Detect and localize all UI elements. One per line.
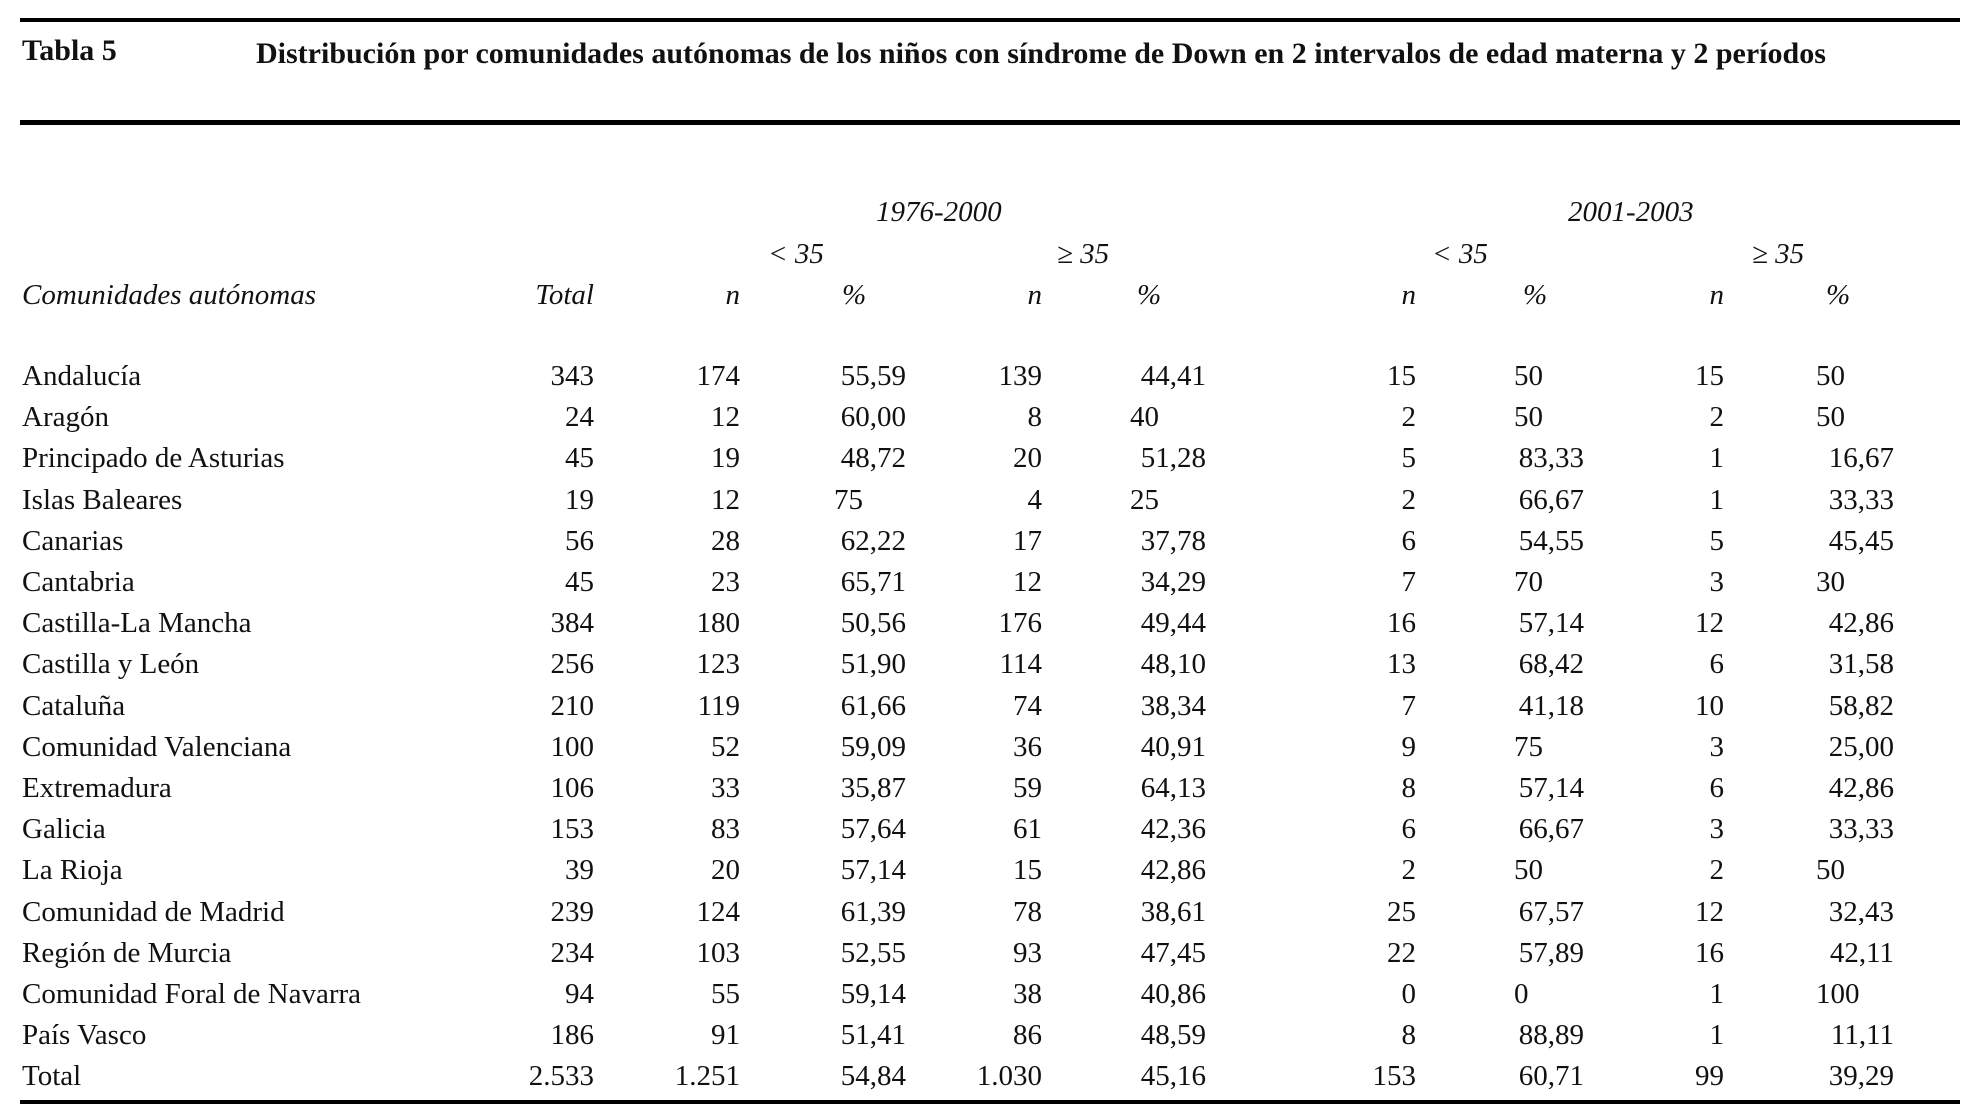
cell-p1-ge-pct: 40,86 <box>1140 978 1206 1010</box>
cell-p2-ge-n: 2 <box>1709 401 1724 433</box>
cell-total: 256 <box>550 648 594 680</box>
cell-p1-lt-pct: 35,87 <box>840 772 906 804</box>
cell-total: 45 <box>565 566 594 598</box>
cell-p1-lt-n: 180 <box>696 607 740 639</box>
cell-p1-lt-n: 83 <box>711 813 740 845</box>
cell-p1-ge-n: 59 <box>1013 772 1042 804</box>
cell-p1-lt-pct: 62,22 <box>840 525 906 557</box>
cell-p2-lt-n: 7 <box>1401 690 1416 722</box>
col-header-p2-ge-n: n <box>1709 279 1724 311</box>
cell-total: 186 <box>550 1019 594 1051</box>
cell-p1-ge-n: 15 <box>1013 854 1042 886</box>
cell-p1-ge-n: 78 <box>1013 896 1042 928</box>
cell-p2-lt-n: 8 <box>1401 772 1416 804</box>
cell-total: 343 <box>550 360 594 392</box>
cell-p2-ge-pct: 16,67 <box>1828 442 1894 474</box>
cell-region: Canarias <box>22 525 124 557</box>
cell-p1-lt-pct: 61,66 <box>840 690 906 722</box>
cell-p1-ge-pct: 45,16 <box>1140 1060 1206 1092</box>
cell-p1-lt-pct: 59,14 <box>840 978 906 1010</box>
cell-p1-ge-n: 139 <box>998 360 1042 392</box>
cell-p1-lt-n: 1.251 <box>674 1060 740 1092</box>
cell-p1-lt-n: 91 <box>711 1019 740 1051</box>
cell-p2-ge-pct: 39,29 <box>1828 1060 1894 1092</box>
cell-p2-lt-n: 0 <box>1401 978 1416 1010</box>
cell-p2-ge-n: 1 <box>1709 442 1724 474</box>
cell-p1-ge-pct: 38,61 <box>1140 896 1206 928</box>
age-lt35-header-p1: < 35 <box>768 238 824 270</box>
cell-p2-ge-n: 15 <box>1695 360 1724 392</box>
top-rule <box>20 18 1960 22</box>
cell-p2-lt-n: 153 <box>1372 1060 1416 1092</box>
cell-p2-ge-n: 12 <box>1695 607 1724 639</box>
cell-region: País Vasco <box>22 1019 147 1051</box>
cell-p2-lt-n: 9 <box>1401 731 1416 763</box>
cell-p1-ge-pct: 38,34 <box>1140 690 1206 722</box>
table-title: Distribución por comunidades autónomas de los niños con síndrome de Down en 2 intervalos de edad materna y 2 períodos <box>256 37 1826 70</box>
cell-total: 384 <box>550 607 594 639</box>
cell-total: 153 <box>550 813 594 845</box>
cell-p2-ge-pct: 42,86 <box>1828 607 1894 639</box>
cell-p1-lt-n: 33 <box>711 772 740 804</box>
cell-p2-ge-pct: 32,43 <box>1828 896 1894 928</box>
cell-p2-lt-n: 6 <box>1401 525 1416 557</box>
cell-p2-lt-n: 22 <box>1387 937 1416 969</box>
cell-p1-lt-pct: 50,56 <box>840 607 906 639</box>
cell-region: Comunidad Valenciana <box>22 731 292 763</box>
cell-p2-lt-pct: 60,71 <box>1518 1060 1584 1092</box>
cell-p2-lt-pct: 57,14 <box>1518 607 1584 639</box>
cell-total: 19 <box>565 484 594 516</box>
cell-p2-ge-pct: 42,11 <box>1829 937 1894 969</box>
cell-region: Comunidad de Madrid <box>22 896 285 928</box>
cell-p1-ge-pct: 48,10 <box>1140 648 1206 680</box>
cell-total: 239 <box>550 896 594 928</box>
cell-p2-lt-pct: 50 <box>1514 360 1543 392</box>
cell-total: 106 <box>550 772 594 804</box>
cell-p1-lt-pct: 57,14 <box>840 854 906 886</box>
cell-p1-ge-pct: 47,45 <box>1140 937 1206 969</box>
cell-p2-ge-n: 6 <box>1709 772 1724 804</box>
cell-p2-ge-pct: 11,11 <box>1830 1019 1894 1051</box>
cell-p1-ge-n: 8 <box>1027 401 1042 433</box>
cell-p2-lt-n: 15 <box>1387 360 1416 392</box>
cell-p1-ge-n: 17 <box>1013 525 1042 557</box>
cell-p1-lt-n: 124 <box>696 896 740 928</box>
caption-rule <box>20 120 1960 125</box>
cell-p2-ge-pct: 100 <box>1816 978 1860 1010</box>
cell-p1-lt-pct: 75 <box>834 484 863 516</box>
cell-p2-ge-pct: 42,86 <box>1828 772 1894 804</box>
cell-p2-lt-pct: 50 <box>1514 854 1543 886</box>
cell-p1-ge-pct: 49,44 <box>1140 607 1206 639</box>
cell-p2-ge-n: 12 <box>1695 896 1724 928</box>
col-header-p1-lt-n: n <box>725 279 740 311</box>
cell-p2-lt-n: 2 <box>1401 401 1416 433</box>
cell-p1-ge-pct: 44,41 <box>1140 360 1206 392</box>
cell-p1-ge-n: 36 <box>1013 731 1042 763</box>
cell-p1-ge-n: 1.030 <box>976 1060 1042 1092</box>
cell-region: Extremadura <box>22 772 172 804</box>
cell-total: 100 <box>550 731 594 763</box>
cell-p1-ge-pct: 40 <box>1130 401 1159 433</box>
cell-p2-lt-n: 2 <box>1401 484 1416 516</box>
cell-p2-ge-n: 3 <box>1709 566 1724 598</box>
cell-p2-ge-n: 1 <box>1709 978 1724 1010</box>
col-header-p1-ge-pct: % <box>1137 279 1162 311</box>
col-header-p1-ge-n: n <box>1027 279 1042 311</box>
col-header-region: Comunidades autónomas <box>22 279 317 311</box>
cell-p2-ge-pct: 58,82 <box>1828 690 1894 722</box>
col-header-p1-lt-pct: % <box>842 279 867 311</box>
cell-p1-ge-pct: 64,13 <box>1140 772 1206 804</box>
cell-p1-ge-n: 61 <box>1013 813 1042 845</box>
cell-total: 234 <box>550 937 594 969</box>
cell-region: Región de Murcia <box>22 937 232 969</box>
cell-region: Galicia <box>22 813 106 845</box>
age-lt35-header-p2: < 35 <box>1432 238 1488 270</box>
cell-p1-ge-n: 74 <box>1013 690 1042 722</box>
bottom-rule <box>20 1100 1960 1104</box>
cell-p1-lt-n: 20 <box>711 854 740 886</box>
cell-p1-ge-n: 12 <box>1013 566 1042 598</box>
cell-p1-lt-pct: 60,00 <box>840 401 906 433</box>
period-header-1976-2000: 1976-2000 <box>876 196 1002 228</box>
cell-region: Comunidad Foral de Navarra <box>22 978 362 1010</box>
cell-p1-lt-pct: 54,84 <box>840 1060 906 1092</box>
cell-p2-lt-pct: 54,55 <box>1518 525 1584 557</box>
cell-p2-ge-pct: 33,33 <box>1828 813 1894 845</box>
cell-p2-lt-n: 25 <box>1387 896 1416 928</box>
cell-p1-lt-pct: 61,39 <box>840 896 906 928</box>
cell-p1-lt-pct: 55,59 <box>840 360 906 392</box>
cell-p1-lt-n: 174 <box>696 360 740 392</box>
cell-p1-lt-n: 55 <box>711 978 740 1010</box>
cell-p1-lt-pct: 48,72 <box>840 442 906 474</box>
cell-p1-ge-n: 4 <box>1027 484 1042 516</box>
table-label: Tabla 5 <box>22 34 117 67</box>
cell-p1-ge-pct: 51,28 <box>1140 442 1206 474</box>
cell-p2-ge-pct: 25,00 <box>1828 731 1894 763</box>
cell-total: 39 <box>565 854 594 886</box>
cell-total: 45 <box>565 442 594 474</box>
cell-region: Cataluña <box>22 690 126 722</box>
cell-p2-lt-n: 2 <box>1401 854 1416 886</box>
age-ge35-header-p2: ≥ 35 <box>1752 238 1805 270</box>
period-header-2001-2003: 2001-2003 <box>1568 196 1694 228</box>
cell-p1-lt-n: 12 <box>711 484 740 516</box>
cell-p2-lt-pct: 68,42 <box>1518 648 1584 680</box>
cell-total: 24 <box>565 401 594 433</box>
cell-region: Principado de Asturias <box>22 442 285 474</box>
cell-p1-lt-n: 123 <box>696 648 740 680</box>
cell-region: Cantabria <box>22 566 135 598</box>
cell-p2-lt-pct: 57,14 <box>1518 772 1584 804</box>
cell-p2-lt-pct: 70 <box>1514 566 1543 598</box>
cell-p1-ge-n: 176 <box>998 607 1042 639</box>
cell-p2-lt-n: 13 <box>1387 648 1416 680</box>
cell-p2-ge-pct: 31,58 <box>1828 648 1894 680</box>
cell-total: 210 <box>550 690 594 722</box>
cell-p1-ge-n: 20 <box>1013 442 1042 474</box>
cell-p1-ge-n: 86 <box>1013 1019 1042 1051</box>
cell-p2-ge-pct: 45,45 <box>1828 525 1894 557</box>
cell-p2-ge-n: 6 <box>1709 648 1724 680</box>
age-ge35-header-p1: ≥ 35 <box>1057 238 1110 270</box>
cell-p2-lt-pct: 57,89 <box>1518 937 1584 969</box>
cell-p1-ge-n: 38 <box>1013 978 1042 1010</box>
cell-p1-lt-pct: 51,90 <box>840 648 906 680</box>
cell-p2-lt-pct: 50 <box>1514 401 1543 433</box>
cell-region: Islas Baleares <box>22 484 183 516</box>
cell-p2-ge-n: 16 <box>1695 937 1724 969</box>
cell-region: Castilla-La Mancha <box>22 607 252 639</box>
cell-p1-lt-n: 52 <box>711 731 740 763</box>
cell-p2-ge-pct: 50 <box>1816 401 1845 433</box>
cell-p1-ge-pct: 48,59 <box>1140 1019 1206 1051</box>
cell-p1-lt-n: 19 <box>711 442 740 474</box>
cell-region: Andalucía <box>22 360 142 392</box>
cell-total: 94 <box>565 978 594 1010</box>
cell-p2-ge-pct: 50 <box>1816 360 1845 392</box>
cell-total: 56 <box>565 525 594 557</box>
cell-p2-ge-n: 3 <box>1709 731 1724 763</box>
cell-p2-ge-pct: 50 <box>1816 854 1845 886</box>
cell-p1-ge-pct: 37,78 <box>1140 525 1206 557</box>
cell-p2-ge-n: 2 <box>1709 854 1724 886</box>
cell-p1-lt-n: 23 <box>711 566 740 598</box>
cell-p1-ge-pct: 42,36 <box>1140 813 1206 845</box>
cell-p2-lt-n: 16 <box>1387 607 1416 639</box>
cell-p1-lt-n: 103 <box>696 937 740 969</box>
cell-p2-ge-n: 99 <box>1695 1060 1724 1092</box>
cell-p2-lt-pct: 88,89 <box>1518 1019 1584 1051</box>
cell-p2-lt-pct: 83,33 <box>1518 442 1584 474</box>
cell-region: La Rioja <box>22 854 123 886</box>
cell-p2-ge-n: 1 <box>1709 484 1724 516</box>
cell-p1-ge-n: 93 <box>1013 937 1042 969</box>
col-header-p2-lt-n: n <box>1401 279 1416 311</box>
cell-p1-ge-pct: 40,91 <box>1140 731 1206 763</box>
cell-p1-lt-n: 28 <box>711 525 740 557</box>
cell-p1-lt-n: 119 <box>697 690 740 722</box>
cell-p1-lt-pct: 65,71 <box>840 566 906 598</box>
cell-p2-ge-pct: 33,33 <box>1828 484 1894 516</box>
cell-p2-ge-n: 3 <box>1709 813 1724 845</box>
cell-p1-ge-pct: 34,29 <box>1140 566 1206 598</box>
cell-p1-lt-pct: 51,41 <box>840 1019 906 1051</box>
cell-p1-lt-pct: 57,64 <box>840 813 906 845</box>
cell-p2-ge-n: 1 <box>1709 1019 1724 1051</box>
cell-p2-ge-n: 10 <box>1695 690 1724 722</box>
cell-region: Aragón <box>22 401 109 433</box>
col-header-p2-ge-pct: % <box>1826 279 1851 311</box>
cell-p1-ge-pct: 42,86 <box>1140 854 1206 886</box>
cell-total: 2.533 <box>528 1060 594 1092</box>
cell-p2-ge-pct: 30 <box>1816 566 1845 598</box>
cell-p2-lt-n: 6 <box>1401 813 1416 845</box>
cell-p1-lt-n: 12 <box>711 401 740 433</box>
cell-p2-lt-pct: 0 <box>1514 978 1529 1010</box>
cell-p2-lt-pct: 75 <box>1514 731 1543 763</box>
cell-region: Total <box>22 1060 82 1092</box>
cell-region: Castilla y León <box>22 648 200 680</box>
col-header-total: Total <box>535 279 594 311</box>
cell-p1-ge-n: 114 <box>999 648 1042 680</box>
cell-p2-lt-pct: 66,67 <box>1518 484 1584 516</box>
cell-p2-lt-n: 5 <box>1401 442 1416 474</box>
cell-p2-lt-pct: 41,18 <box>1518 690 1584 722</box>
cell-p2-ge-n: 5 <box>1709 525 1724 557</box>
cell-p1-lt-pct: 52,55 <box>840 937 906 969</box>
cell-p2-lt-pct: 66,67 <box>1518 813 1584 845</box>
cell-p1-lt-pct: 59,09 <box>840 731 906 763</box>
cell-p2-lt-n: 8 <box>1401 1019 1416 1051</box>
col-header-p2-lt-pct: % <box>1523 279 1548 311</box>
cell-p1-ge-pct: 25 <box>1130 484 1159 516</box>
cell-p2-lt-pct: 67,57 <box>1518 896 1584 928</box>
cell-p2-lt-n: 7 <box>1401 566 1416 598</box>
